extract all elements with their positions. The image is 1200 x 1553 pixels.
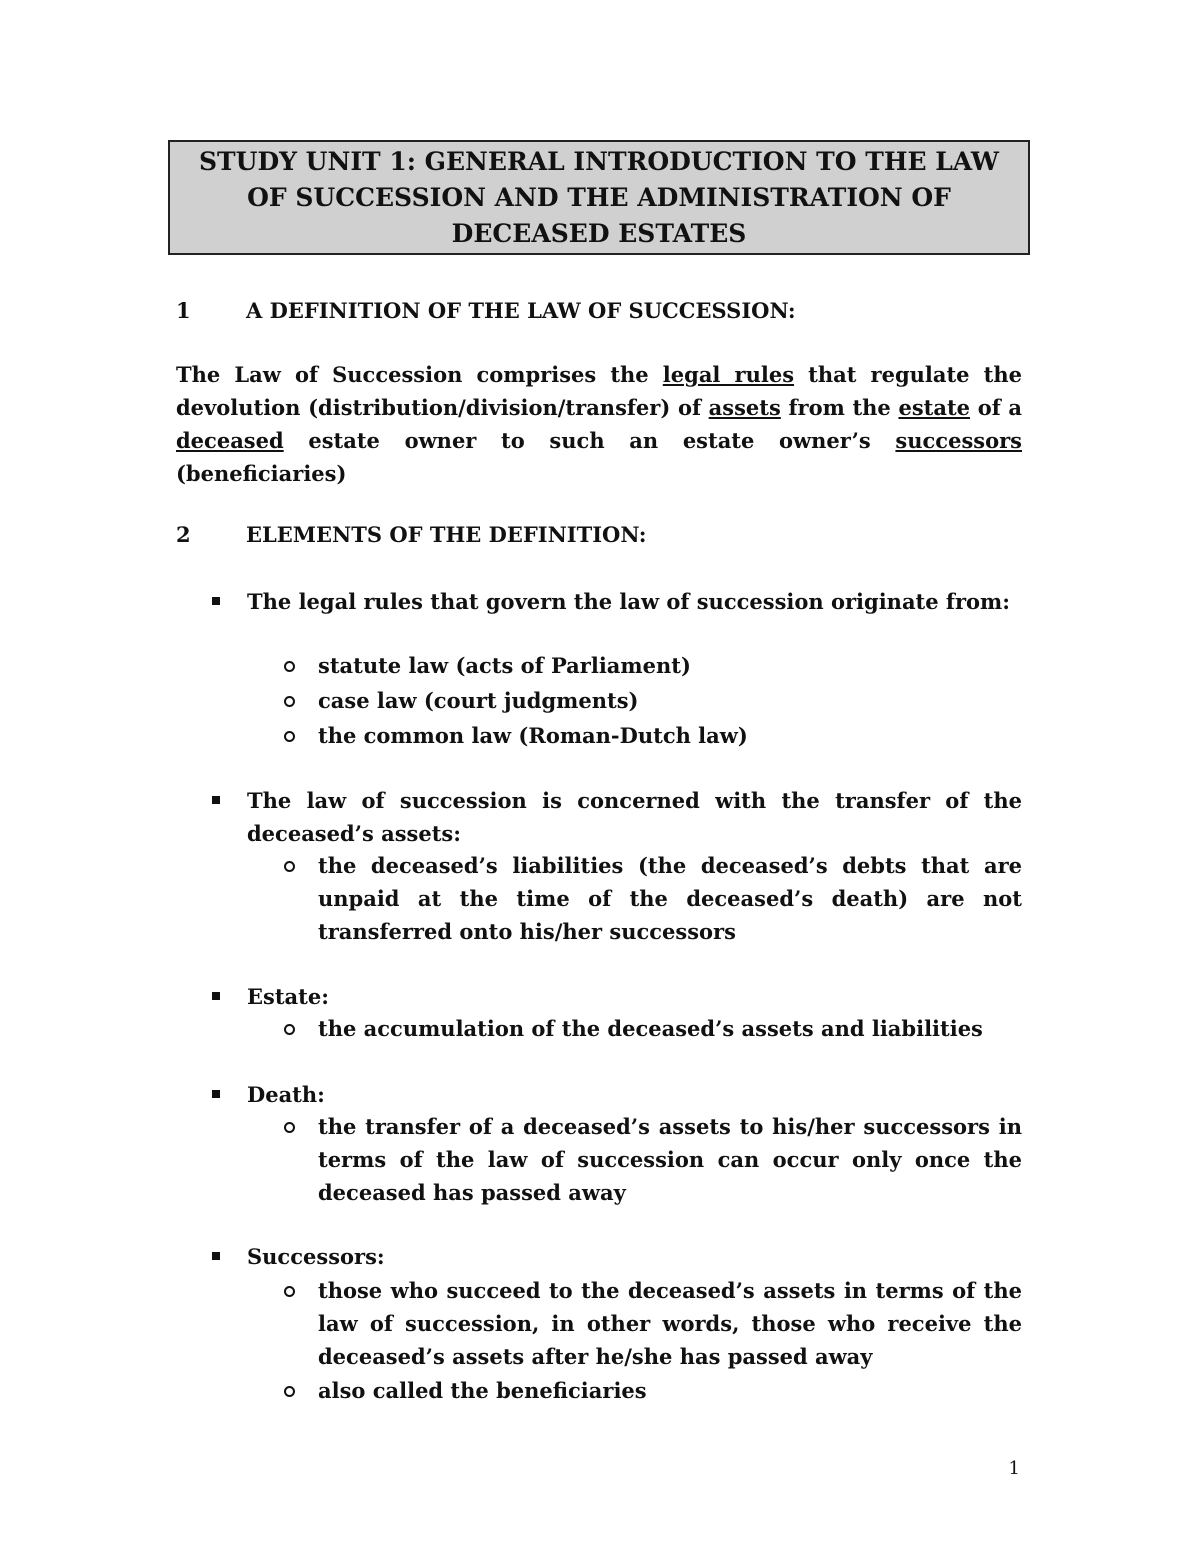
- definition-text: estate owner to such an estate owner’s: [283, 428, 896, 453]
- definition-text: from the: [780, 395, 899, 420]
- bullet-text: Death:: [247, 1082, 325, 1107]
- sub-bullet-text: the common law (Roman-Dutch law): [318, 723, 748, 748]
- square-bullet-icon: [212, 796, 220, 804]
- section-1-title: A DEFINITION OF THE LAW OF SUCCESSION:: [246, 298, 796, 323]
- definition-text: (beneficiaries): [176, 461, 347, 486]
- section-2-heading: [176, 520, 647, 550]
- page-number: 1: [1008, 1458, 1020, 1479]
- section-2-number: 2: [176, 522, 191, 547]
- term-successors: successors: [895, 428, 1022, 453]
- term-estate: estate: [898, 395, 971, 420]
- sub-bullet-text: case law (court judgments): [318, 688, 639, 713]
- sub-bullet-text: the deceased’s liabilities (the deceased’s debts that are unpaid at the time of the deceased’s death) are not transferred onto his/her successors: [318, 853, 1022, 944]
- section-1-heading: [176, 296, 796, 326]
- definition-text: that regulate the devolution (distribution/division/transfer) of: [176, 362, 1022, 420]
- sub-bullet-text: also called the beneficiaries: [318, 1378, 647, 1403]
- bullet-text: The legal rules that govern the law of succession originate from:: [247, 589, 1011, 614]
- term-assets: assets: [708, 395, 781, 420]
- square-bullet-icon: [212, 1090, 220, 1098]
- circle-bullet-icon: [284, 696, 295, 707]
- circle-bullet-icon: [284, 661, 295, 672]
- square-bullet-icon: [212, 597, 220, 605]
- sub-bullet-text: the transfer of a deceased’s assets to his/her successors in terms of the law of succession can occur only once the deceased has passed away: [318, 1114, 1022, 1205]
- circle-bullet-icon: [284, 1122, 295, 1133]
- circle-bullet-icon: [284, 1286, 295, 1297]
- sub-bullet-text: those who succeed to the deceased’s assets in terms of the law of succession, in other words, those who receive the deceased’s assets after he/she has passed away: [318, 1278, 1022, 1369]
- section-1-number: 1: [176, 298, 191, 323]
- square-bullet-icon: [212, 1252, 220, 1260]
- title-box: [168, 140, 1030, 255]
- section-2-title: ELEMENTS OF THE DEFINITION:: [246, 522, 647, 547]
- square-bullet-icon: [212, 992, 220, 1000]
- bullet-text: The law of succession is concerned with the transfer of the deceased’s assets:: [247, 788, 1022, 846]
- definition-text: The Law of Succession comprises the: [176, 362, 663, 387]
- circle-bullet-icon: [284, 1386, 295, 1397]
- definition-text: of a: [970, 395, 1023, 420]
- circle-bullet-icon: [284, 731, 295, 742]
- term-deceased: deceased: [176, 428, 284, 453]
- document-title: STUDY UNIT 1: GENERAL INTRODUCTION TO THE LAW OF SUCCESSION AND THE ADMINISTRATION OF DECEASED ESTATES: [198, 146, 1000, 248]
- sub-bullet-text: statute law (acts of Parliament): [318, 653, 691, 678]
- sub-bullet-text: the accumulation of the deceased’s assets and liabilities: [318, 1016, 983, 1041]
- circle-bullet-icon: [284, 1024, 295, 1035]
- bullet-text: Estate:: [247, 984, 329, 1009]
- circle-bullet-icon: [284, 861, 295, 872]
- bullet-text: Successors:: [247, 1244, 385, 1269]
- term-legal-rules: legal rules: [662, 362, 795, 387]
- definition-paragraph: [176, 358, 1022, 490]
